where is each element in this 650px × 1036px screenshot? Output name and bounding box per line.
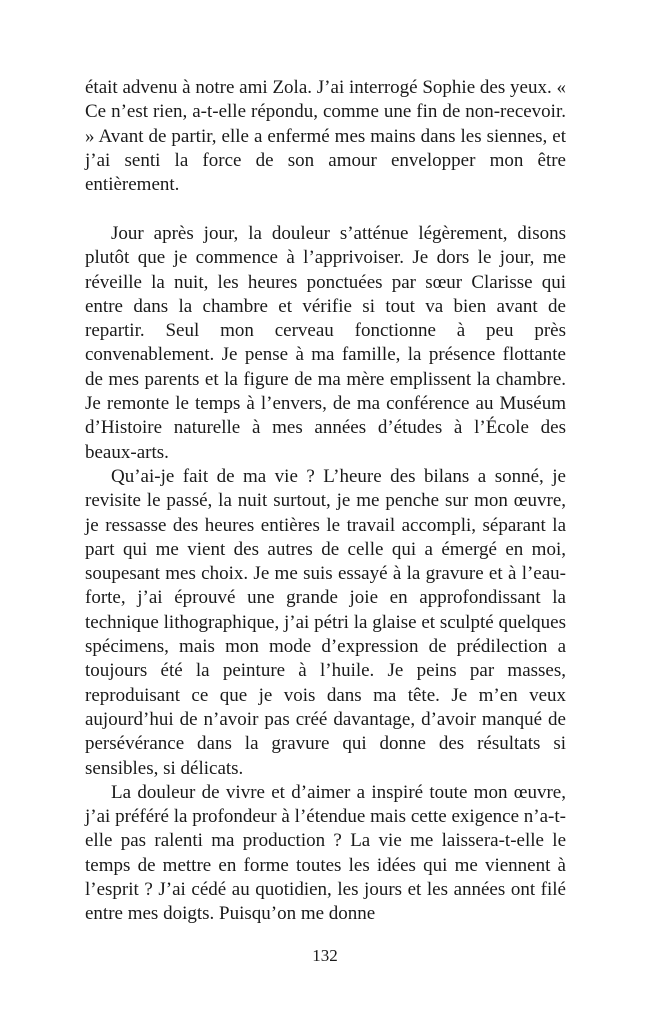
text-section-1: [85, 76, 566, 197]
paragraph-continuation: était advenu à notre ami Zola. J’ai interrogé Sophie des yeux. « Ce n’est rien, a-t-elle répondu, comme une fin de non-recevoir. » Avant de partir, elle a enfermé mes mains dans les siennes, et j’ai senti la force de son amour envelopper mon être entièrement.: [85, 77, 566, 196]
paragraph-jour-apres-jour: Jour après jour, la douleur s’atténue légèrement, disons plutôt que je commence à l’apprivoiser. Je dors le jour, me réveille la nuit, les heures ponctuées par sœur Clarisse qui entre dans la chambre et vérifie si tout va bien avant de repartir. Seul mon cerveau fonctionne à peu près convenablement. Je pense à ma famille, la présence flottante de mes parents et la figure de ma mère emplissent la chambre. Je remonte le temps à l’envers, de ma conférence au Muséum d’Histoire naturelle à mes années d’études à l’École des beaux-arts.: [85, 223, 566, 463]
paragraph-douleur-de-vivre: La douleur de vivre et d’aimer a inspiré toute mon œuvre, j’ai préféré la profondeur à l’étendue mais cette exigence n’a-t-elle pas ralenti ma production ? La vie me laissera-t-elle le temps de mettre en forme toutes les idées qui me viennent à l’esprit ? J’ai cédé au quotidien, les jours et les années ont filé entre mes doigts. Puisqu’on me donne: [85, 781, 566, 925]
text-section-2: [85, 222, 566, 927]
page-number: 132: [312, 946, 338, 965]
paragraph-qu-ai-je-fait: Qu’ai-je fait de ma vie ? L’heure des bilans a sonné, je revisite le passé, la nuit surtout, je me penche sur mon œuvre, je ressasse des heures entières le travail accompli, séparant la part qui me vient des autres de celle qui a émergé en moi, soupesant mes choix. Je me suis essayé à la gravure et à l’eau-forte, j’ai éprouvé une grande joie en approfondissant la technique lithographique, j’ai pétri la glaise et sculpté quelques spécimens, mais mon mode d’expression de prédilection a toujours été la peinture à l’huile. Je peins par masses, reproduisant ce que je vois dans ma tête. Je m’en veux aujourd’hui de n’avoir pas créé davantage, d’avoir manqué de persévérance dans la gravure qui donne des résultats si sensibles, si délicats.: [85, 465, 566, 779]
